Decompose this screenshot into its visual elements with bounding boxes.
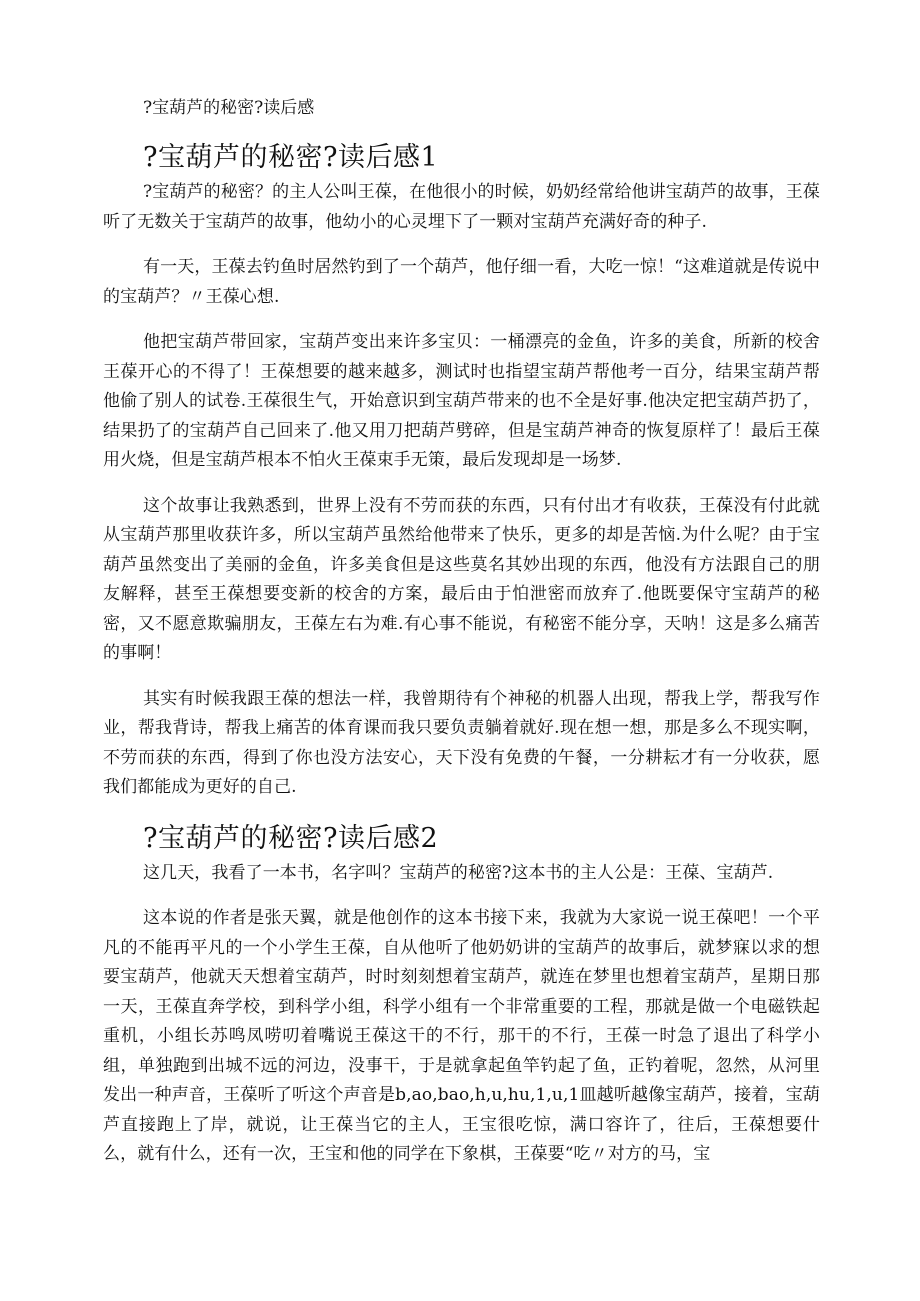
paragraph: 这个故事让我熟悉到，世界上没有不劳而获的东西，只有付出才有收获，王葆没有付此就从宝葫芦那里收获许多，所以宝葫芦虽然给他带来了快乐，更多的却是苦恼.为什么呢？由于宝葫芦虽然变出了美丽的金鱼，许多美食但是这些莫名其妙出现的东西，他没有方法跟自己的朋友解释，甚至王葆想要变新的校舍的方案，最后由于怕泄密而放弃了.他既要保守宝葫芦的秘密，又不愿意欺骗朋友，王葆左右为难.有心事不能说，有秘密不能分享，天呐！这是多么痛苦的事啊！ — [103, 495, 820, 663]
section-1 — [103, 138, 820, 803]
paragraph: 这本说的作者是张天翼，就是他创作的这本书接下来，我就为大家说一说王葆吧！一个平凡的不能再平凡的一个小学生王葆，自从他听了他奶奶讲的宝葫芦的故事后，就梦寐以求的想要宝葫芦，他就天天想着宝葫芦，时时刻刻想着宝葫芦，就连在梦里也想着宝葫芦，星期日那一天，王葆直奔学校，到科学小组，科学小组有一个非常重要的工程，那就是做一个电磁铁起重机，小组长苏鸣凤唠叨着嘴说王葆这干的不行，那干的不行，王葆一时急了退出了科学小组，单独跑到出城不远的河边，没事干，于是就拿起鱼竿钓起了鱼，正钓着呢，忽然，从河里发出一种声音，王葆听了听这个声音是b,ao,bao,h,u,hu,1,u,1皿越听越像宝葫芦，接着，宝葫芦直接跑上了岸，就说，让王葆当它的主人，王宝很吃惊，满口容许了，往后，王葆想要什么，就有什么，还有一次，王宝和他的同学在下象棋，王葆要“吃〃对方的马，宝 — [103, 908, 820, 1164]
paragraph: 这几天，我看了一本书，名字叫？宝葫芦的秘密?这本书的主人公是：王葆、宝葫芦. — [143, 862, 774, 883]
document-body — [103, 138, 820, 1186]
section-heading: ?宝葫芦的秘密?读后感2 — [143, 822, 439, 854]
paragraph: ?宝葫芦的秘密？的主人公叫王葆，在他很小的时候，奶奶经常给他讲宝葫芦的故事，王葆听了无数关于宝葫芦的故事，他幼小的心灵埋下了一颗对宝葫芦充满好奇的种子. — [103, 182, 820, 232]
paragraph: 有一天，王葆去钓鱼时居然钓到了一个葫芦，他仔细一看，大吃一惊！“这难道就是传说中的宝葫芦？〃王葆心想. — [103, 257, 820, 307]
running-header: ?宝葫芦的秘密?读后感 — [143, 98, 315, 118]
section-2 — [103, 819, 820, 1170]
paragraph: 其实有时候我跟王葆的想法一样，我曾期待有个神秘的机器人出现，帮我上学，帮我写作业，帮我背诗，帮我上痛苦的体育课而我只要负责躺着就好.现在想一想，那是多么不现实啊，不劳而获的东西，得到了你也没方法安心，天下没有免费的午餐，一分耕耘才有一分收获，愿我们都能成为更好的自己. — [103, 688, 820, 797]
paragraph: 他把宝葫芦带回家，宝葫芦变出来许多宝贝：一桶漂亮的金鱼，许多的美食，所新的校舍王葆开心的不得了！王葆想要的越来越多，测试时也指望宝葫芦帮他考一百分，结果宝葫芦帮他偷了别人的试卷.王葆很生气，开始意识到宝葫芦带来的也不全是好事.他决定把宝葫芦扔了，结果扔了的宝葫芦自己回来了.他又用刀把葫芦劈碎，但是宝葫芦神奇的恢复原样了！最后王葆用火烧，但是宝葫芦根本不怕火王葆束手无策，最后发现却是一场梦. — [103, 332, 820, 470]
section-heading: ?宝葫芦的秘密?读后感1 — [143, 142, 439, 173]
